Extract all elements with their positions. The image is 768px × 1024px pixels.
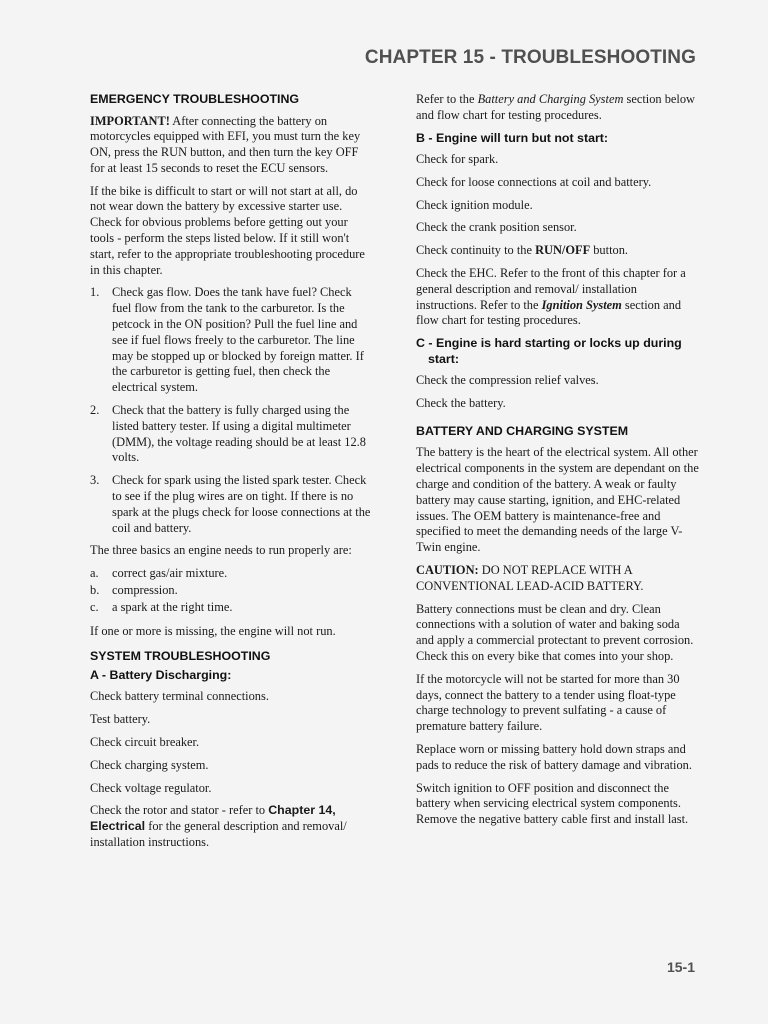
step-number: 2. [90, 403, 100, 418]
step-item [90, 285, 374, 396]
run-off-label: RUN/OFF [535, 243, 591, 258]
step-text: Check for spark using the listed spark tester. Check to see if the plug wires are on tight. If there is no spark at the plugs check for loose connections at the coil and battery. [112, 473, 371, 535]
chapter-title: CHAPTER 15 - TROUBLESHOOTING [364, 47, 696, 68]
ehc-check [416, 266, 700, 329]
hard-starting-heading: C - Engine is hard starting or locks up during start: [416, 336, 682, 366]
check-item: Check charging system. [90, 757, 209, 772]
step-item [90, 403, 374, 466]
step-number: 3. [90, 473, 100, 488]
basics-item [90, 583, 374, 599]
basics-item [90, 566, 374, 582]
basics-text: compression. [112, 583, 178, 598]
basics-item [90, 600, 374, 616]
run-off-text: Check continuity to the [416, 243, 536, 258]
battery-charging-reference: Battery and Charging System [477, 92, 624, 106]
step-number: 1. [90, 285, 100, 300]
run-off-text-end: button. [590, 243, 629, 258]
check-item: Check circuit breaker. [90, 735, 200, 749]
no-start-heading: B - Engine will turn but not start: [416, 130, 609, 145]
battery-paragraph: Replace worn or missing battery hold down straps and pads to reduce the risk of battery damage and vibration. [416, 741, 692, 772]
step-text: Check that the battery is fully charged using the listed battery tester. If using a digital multimeter (DMM), the voltage reading should be at least 12.8 volts. [112, 403, 366, 465]
check-item: Check for loose connections at coil and battery. [416, 174, 652, 189]
chapter-14-reference: Chapter 14, Electrical [90, 803, 336, 834]
emergency-heading: EMERGENCY TROUBLESHOOTING [90, 92, 300, 106]
caution-text: DO NOT REPLACE WITH A CONVENTIONAL LEAD-ACID BATTERY. [416, 562, 644, 593]
rotor-stator-note [90, 803, 374, 850]
refer-text: Refer to the [416, 92, 478, 106]
step-text: Check gas flow. Does the tank have fuel? Check fuel flow from the tank to the carburetor. Is the petcock in the ON position? Pull the fuel line and see if fuel flows freely to the carburetor. The line may be stopped up or blocked by foreign matter. If the carburetor is getting fuel, then check the electrical system. [112, 285, 364, 395]
check-item: Check voltage regulator. [90, 780, 212, 795]
basics-intro: The three basics an engine needs to run properly are: [90, 543, 352, 558]
basics-letter: a. [90, 566, 99, 581]
caution-label: CAUTION: [416, 562, 479, 577]
left-column [90, 92, 374, 858]
system-heading: SYSTEM TROUBLESHOOTING [90, 649, 271, 664]
refer-text-end: section below and flow chart for testing procedures. [416, 92, 695, 122]
basics-text: a spark at the right time. [112, 599, 233, 614]
check-item: Test battery. [90, 712, 151, 727]
step-item [90, 473, 374, 536]
rotor-stator-text: Check the rotor and stator - refer to [90, 803, 269, 818]
caution-note [416, 563, 700, 595]
basics-letter: c. [90, 599, 99, 614]
emergency-intro: If the bike is difficult to start or will not start at all, do not wear down the battery by excessive starter use. Check for obvious problems before getting out your tools - perform the steps listed below. If it still won't start, refer to the appropriate troubleshooting procedure in this chapter. [90, 183, 365, 277]
rotor-stator-text-end: for the general description and removal/ installation instructions. [90, 819, 347, 849]
check-item: Check ignition module. [416, 197, 533, 212]
battery-charging-heading: BATTERY AND CHARGING SYSTEM [416, 423, 629, 438]
ignition-system-reference: Ignition System [541, 297, 622, 312]
basics-letter: b. [90, 583, 100, 598]
important-note [90, 114, 374, 177]
battery-paragraph: Battery connections must be clean and dry. Clean connections with a solution of water and baking soda and apply a commercial protectant to prevent corrosion. Check this on every bike that comes into your shop. [416, 601, 694, 663]
check-item: Check the battery. [416, 396, 506, 411]
check-item: Check the compression relief valves. [416, 373, 599, 388]
refer-note [416, 92, 700, 124]
check-item: Check for spark. [416, 152, 499, 167]
ehc-text: Check the EHC. Refer to the front of this chapter for a general description and removal/ installation instructions. Refer to the [416, 266, 686, 312]
run-off-check [416, 243, 700, 259]
page-number: 15-1 [666, 959, 695, 975]
important-text: After connecting the battery on motorcycles equipped with EFI, you must turn the key ON, press the RUN button, and then turn the key OFF for at least 15 seconds to reset the ECU sensors. [90, 113, 361, 175]
basics-text: correct gas/air mixture. [112, 566, 228, 581]
missing-note: If one or more is missing, the engine will not run. [90, 623, 336, 638]
important-label: IMPORTANT! [90, 113, 170, 128]
check-item: Check the crank position sensor. [416, 220, 577, 235]
right-column [416, 92, 700, 835]
check-item: Check battery terminal connections. [90, 689, 269, 704]
battery-paragraph: Switch ignition to OFF position and disconnect the battery when servicing electrical system components. Remove the negative battery cable first and install last. [416, 780, 689, 827]
ehc-text-end: section and flow chart for testing procedures. [416, 297, 682, 328]
emergency-steps [90, 285, 374, 536]
battery-discharging-heading: A - Battery Discharging: [90, 667, 232, 682]
basics-list [90, 566, 374, 615]
battery-paragraph: The battery is the heart of the electrical system. All other electrical components in the system are dependant on the charge and condition of the battery. A weak or faulty battery may cause starting, ignition, and EHC-related issues. The OEM battery is maintenance-free and specified to meet the demanding needs of the large V-Twin engine. [416, 445, 699, 555]
battery-paragraph: If the motorcycle will not be started for more than 30 days, connect the battery to a tender using float-type charge technology to prevent sulfating - a cause of premature battery failure. [416, 671, 680, 734]
